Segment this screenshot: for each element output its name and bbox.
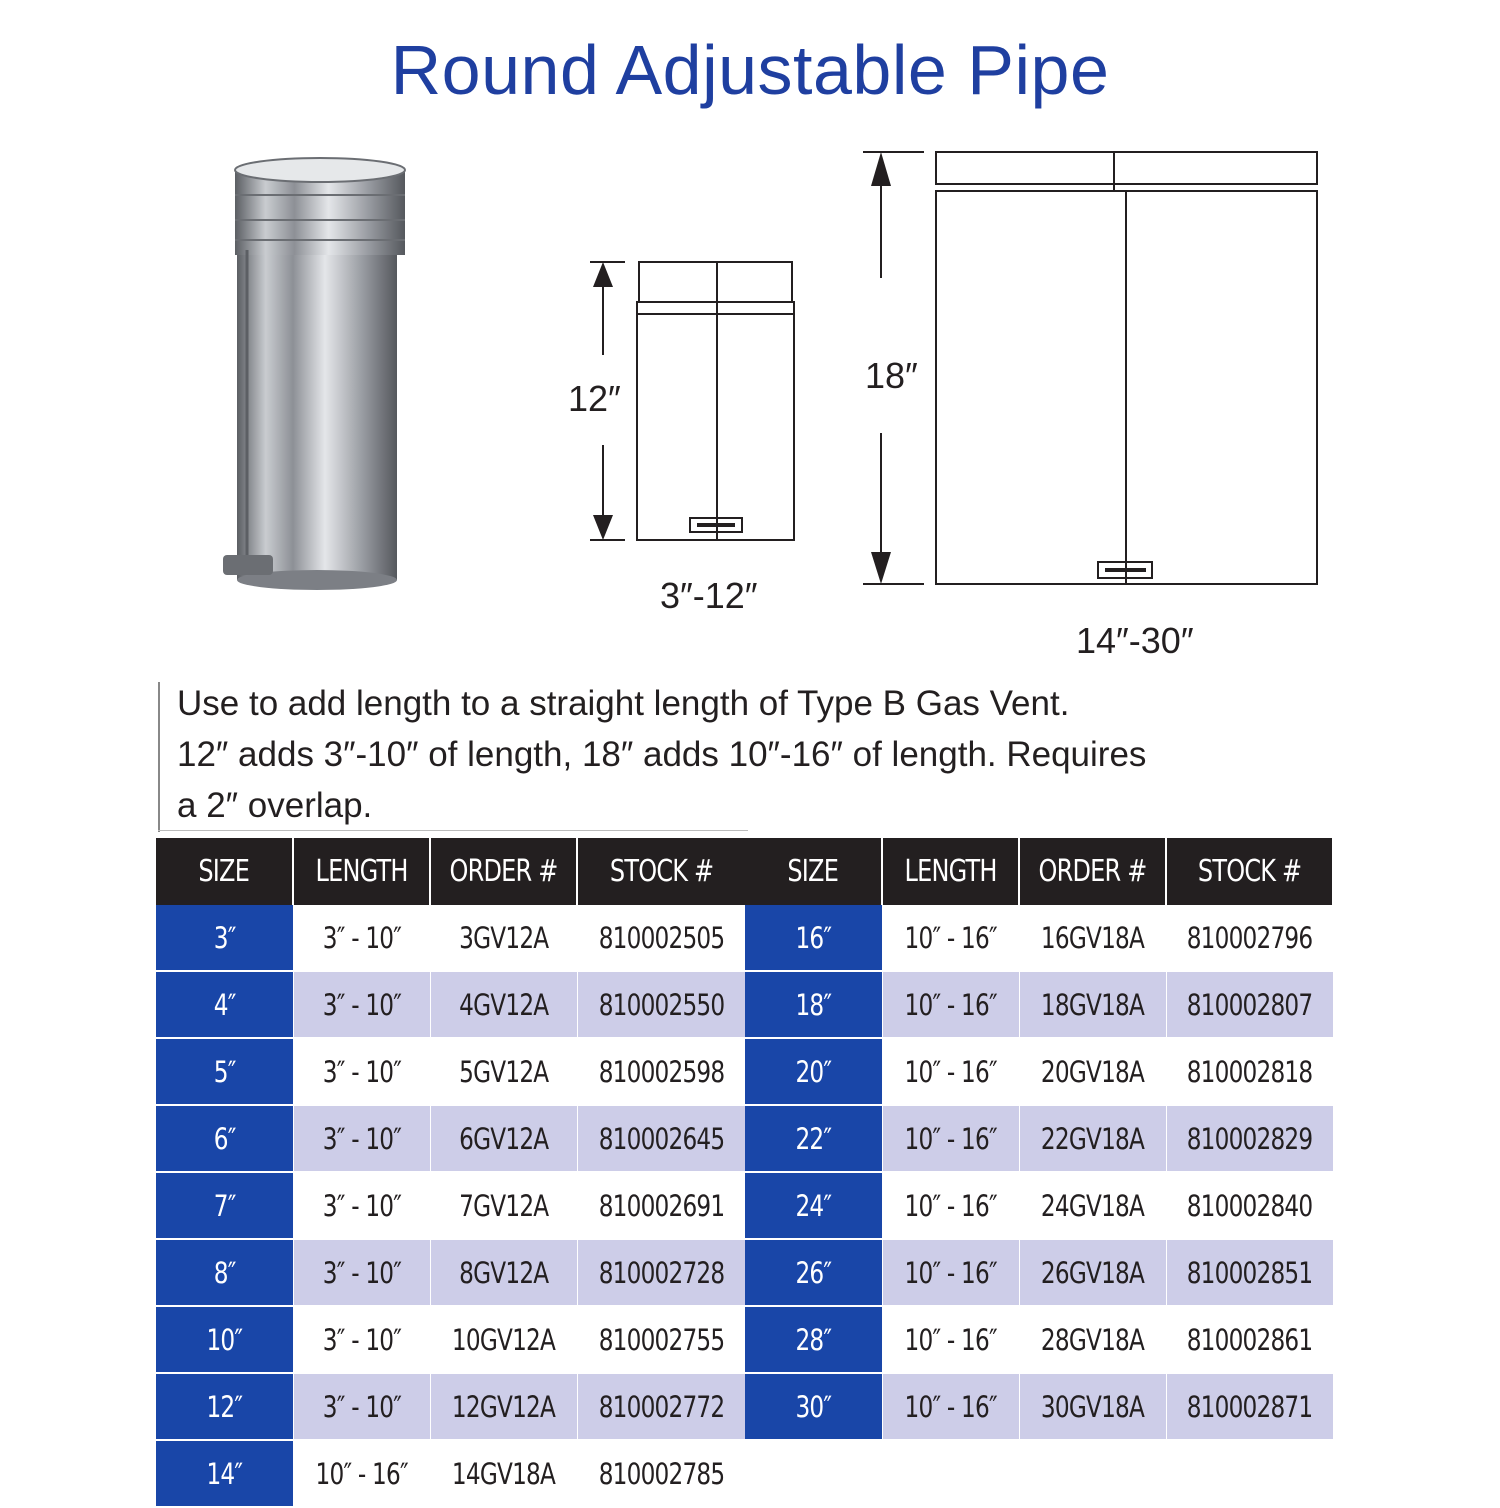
length-cell: 10″ - 16″	[882, 1105, 1019, 1172]
description-line: 12″ adds 3″-10″ of length, 18″ adds 10″-16″ of length. Requires	[177, 735, 1147, 774]
order-number-cell: 3GV12A	[430, 905, 577, 971]
table-row	[745, 1172, 1333, 1239]
stock-number-cell: 810002861	[1166, 1306, 1333, 1373]
pipe-photo	[215, 150, 415, 600]
large-pipe-drawing	[858, 148, 1323, 593]
stock-number-cell: 810002840	[1166, 1172, 1333, 1239]
table-row	[156, 1440, 746, 1507]
stock-number-cell: 810002807	[1166, 971, 1333, 1038]
description	[177, 678, 1377, 831]
table-row	[745, 1306, 1333, 1373]
header-size: SIZE	[745, 838, 882, 905]
order-number-cell: 16GV18A	[1019, 905, 1166, 971]
size-cell: 16″	[745, 905, 882, 971]
header-stock: STOCK #	[577, 838, 746, 905]
stock-number-cell: 810002785	[577, 1440, 746, 1507]
order-number-cell: 22GV18A	[1019, 1105, 1166, 1172]
order-number-cell: 30GV18A	[1019, 1373, 1166, 1440]
size-cell: 26″	[745, 1239, 882, 1306]
table-row	[745, 1373, 1333, 1440]
size-cell: 22″	[745, 1105, 882, 1172]
length-cell: 10″ - 16″	[882, 1172, 1019, 1239]
table-row	[745, 1239, 1333, 1306]
length-cell: 3″ - 10″	[293, 905, 430, 971]
order-number-cell: 5GV12A	[430, 1038, 577, 1105]
header-stock: STOCK #	[1166, 838, 1333, 905]
size-cell: 30″	[745, 1373, 882, 1440]
header-order: ORDER #	[430, 838, 577, 905]
table-row	[156, 1105, 746, 1172]
table-row	[156, 1373, 746, 1440]
size-cell: 28″	[745, 1306, 882, 1373]
table-header-row	[156, 838, 746, 905]
length-cell: 3″ - 10″	[293, 1306, 430, 1373]
stock-number-cell: 810002755	[577, 1306, 746, 1373]
page-title: Round Adjustable Pipe	[390, 31, 1110, 109]
table-row	[156, 1239, 746, 1306]
length-cell: 10″ - 16″	[293, 1440, 430, 1507]
header-order: ORDER #	[1019, 838, 1166, 905]
order-number-cell: 28GV18A	[1019, 1306, 1166, 1373]
table-header-row	[745, 838, 1333, 905]
header-length: LENGTH	[882, 838, 1019, 905]
size-cell: 4″	[156, 971, 293, 1038]
order-number-cell: 4GV12A	[430, 971, 577, 1038]
size-cell: 12″	[156, 1373, 293, 1440]
size-cell: 20″	[745, 1038, 882, 1105]
order-number-cell: 6GV12A	[430, 1105, 577, 1172]
table-row	[156, 1306, 746, 1373]
order-number-cell: 18GV18A	[1019, 971, 1166, 1038]
size-cell: 10″	[156, 1306, 293, 1373]
stock-number-cell: 810002550	[577, 971, 746, 1038]
size-cell: 14″	[156, 1440, 293, 1507]
large-range-label: 14″-30″	[1076, 620, 1194, 661]
order-number-cell: 12GV12A	[430, 1373, 577, 1440]
size-cell: 24″	[745, 1172, 882, 1239]
description-line: a 2″ overlap.	[177, 786, 373, 825]
size-cell: 7″	[156, 1172, 293, 1239]
table-row	[156, 971, 746, 1038]
length-cell: 10″ - 16″	[882, 1038, 1019, 1105]
stock-number-cell: 810002598	[577, 1038, 746, 1105]
table-row	[156, 1038, 746, 1105]
stock-number-cell: 810002796	[1166, 905, 1333, 971]
order-number-cell: 26GV18A	[1019, 1239, 1166, 1306]
description-line: Use to add length to a straight length of Type B Gas Vent.	[177, 684, 1070, 723]
table-row	[745, 971, 1333, 1038]
length-cell: 3″ - 10″	[293, 1038, 430, 1105]
stock-number-cell: 810002829	[1166, 1105, 1333, 1172]
stock-number-cell: 810002851	[1166, 1239, 1333, 1306]
size-cell: 18″	[745, 971, 882, 1038]
length-cell: 3″ - 10″	[293, 1239, 430, 1306]
order-number-cell: 24GV18A	[1019, 1172, 1166, 1239]
stock-number-cell: 810002818	[1166, 1038, 1333, 1105]
table-row	[745, 1038, 1333, 1105]
stock-number-cell: 810002645	[577, 1105, 746, 1172]
order-number-cell: 8GV12A	[430, 1239, 577, 1306]
stock-number-cell: 810002728	[577, 1239, 746, 1306]
size-cell: 5″	[156, 1038, 293, 1105]
order-number-cell: 7GV12A	[430, 1172, 577, 1239]
table-row	[745, 1105, 1333, 1172]
size-cell: 8″	[156, 1239, 293, 1306]
small-range-label: 3″-12″	[660, 575, 758, 616]
header-length: LENGTH	[293, 838, 430, 905]
large-height-label: 18″	[865, 355, 918, 396]
size-cell: 6″	[156, 1105, 293, 1172]
length-cell: 3″ - 10″	[293, 1105, 430, 1172]
length-cell: 3″ - 10″	[293, 1172, 430, 1239]
length-cell: 3″ - 10″	[293, 1373, 430, 1440]
stock-number-cell: 810002505	[577, 905, 746, 971]
description-rule	[158, 682, 160, 832]
right-spec-table	[745, 838, 1334, 1441]
header-size: SIZE	[156, 838, 293, 905]
length-cell: 10″ - 16″	[882, 1373, 1019, 1440]
table-row	[745, 905, 1333, 971]
order-number-cell: 20GV18A	[1019, 1038, 1166, 1105]
stock-number-cell: 810002691	[577, 1172, 746, 1239]
stock-number-cell: 810002871	[1166, 1373, 1333, 1440]
small-height-label: 12″	[568, 378, 621, 419]
length-cell: 3″ - 10″	[293, 971, 430, 1038]
length-cell: 10″ - 16″	[882, 971, 1019, 1038]
order-number-cell: 10GV12A	[430, 1306, 577, 1373]
order-number-cell: 14GV18A	[430, 1440, 577, 1507]
length-cell: 10″ - 16″	[882, 905, 1019, 971]
table-row	[156, 1172, 746, 1239]
length-cell: 10″ - 16″	[882, 1306, 1019, 1373]
size-cell: 3″	[156, 905, 293, 971]
table-row	[156, 905, 746, 971]
length-cell: 10″ - 16″	[882, 1239, 1019, 1306]
left-spec-table	[156, 838, 747, 1508]
stock-number-cell: 810002772	[577, 1373, 746, 1440]
